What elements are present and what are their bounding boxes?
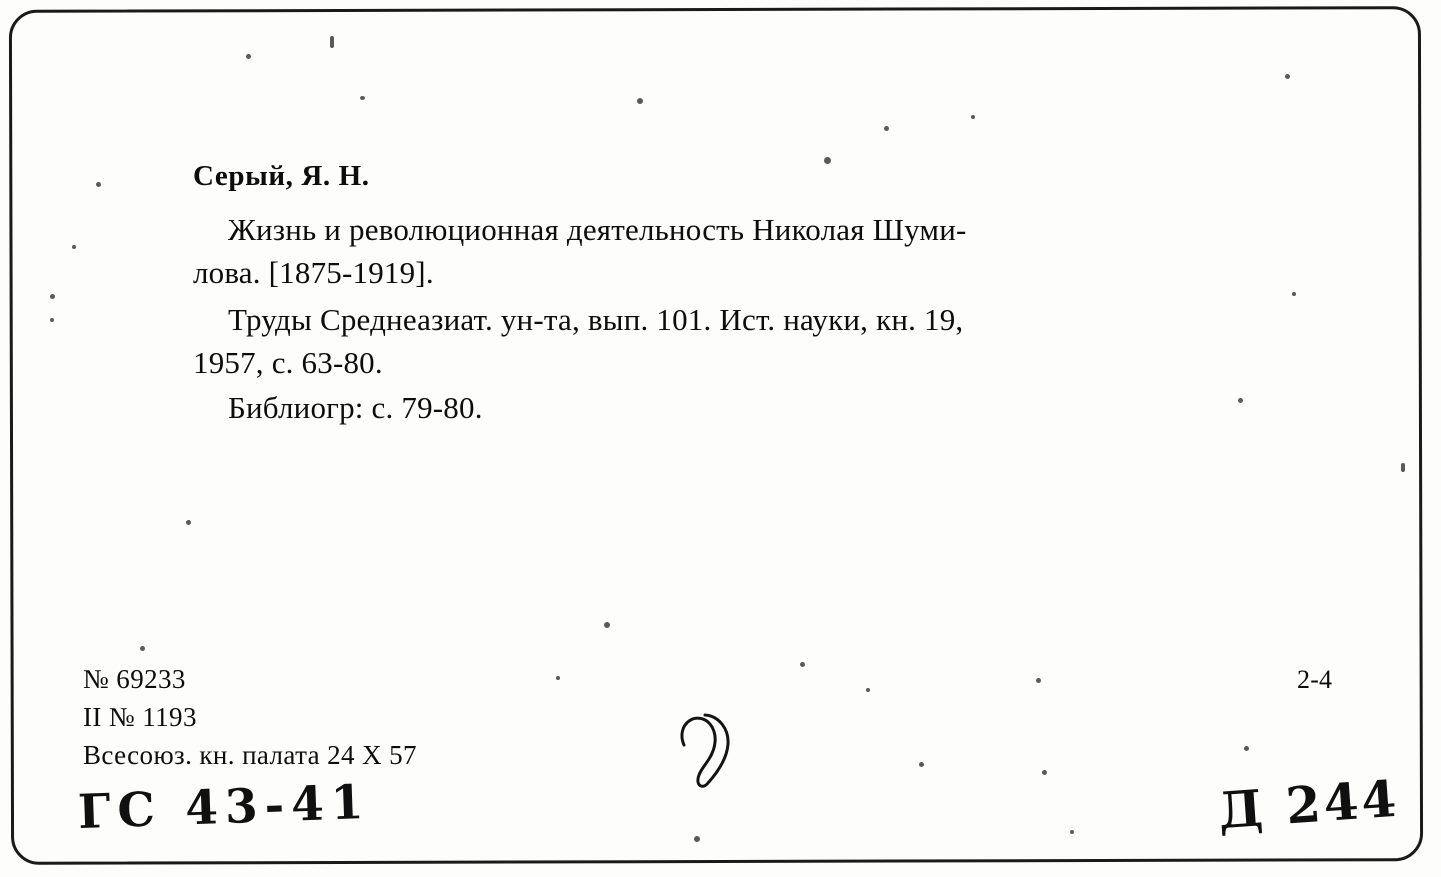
corner-code: 2-4 bbox=[1297, 665, 1333, 694]
handwritten-shelfmark-right: Д 244 bbox=[1216, 768, 1402, 841]
source-line-2: 1957, с. 63-80. bbox=[193, 345, 383, 380]
author-line: Серый, Я. Н. bbox=[193, 160, 370, 192]
bibliography-note: Библиогр: с. 79-80. bbox=[228, 390, 483, 425]
catalog-number-secondary: II № 1193 bbox=[83, 702, 197, 732]
imprint-line: Всесоюз. кн. палата 24 X 57 bbox=[83, 740, 417, 770]
title-line-1: Жизнь и революционная деятельность Николая Шуми- bbox=[228, 212, 967, 247]
catalog-number-primary: № 69233 bbox=[83, 664, 186, 694]
handwritten-shelfmark-left: ГС 43-41 bbox=[77, 774, 372, 841]
pencil-loop-icon bbox=[678, 712, 732, 790]
title-line-2: лова. [1875-1919]. bbox=[193, 255, 434, 290]
source-line-1: Труды Среднеазиат. ун-та, вып. 101. Ист. науки, кн. 19, bbox=[228, 302, 964, 337]
